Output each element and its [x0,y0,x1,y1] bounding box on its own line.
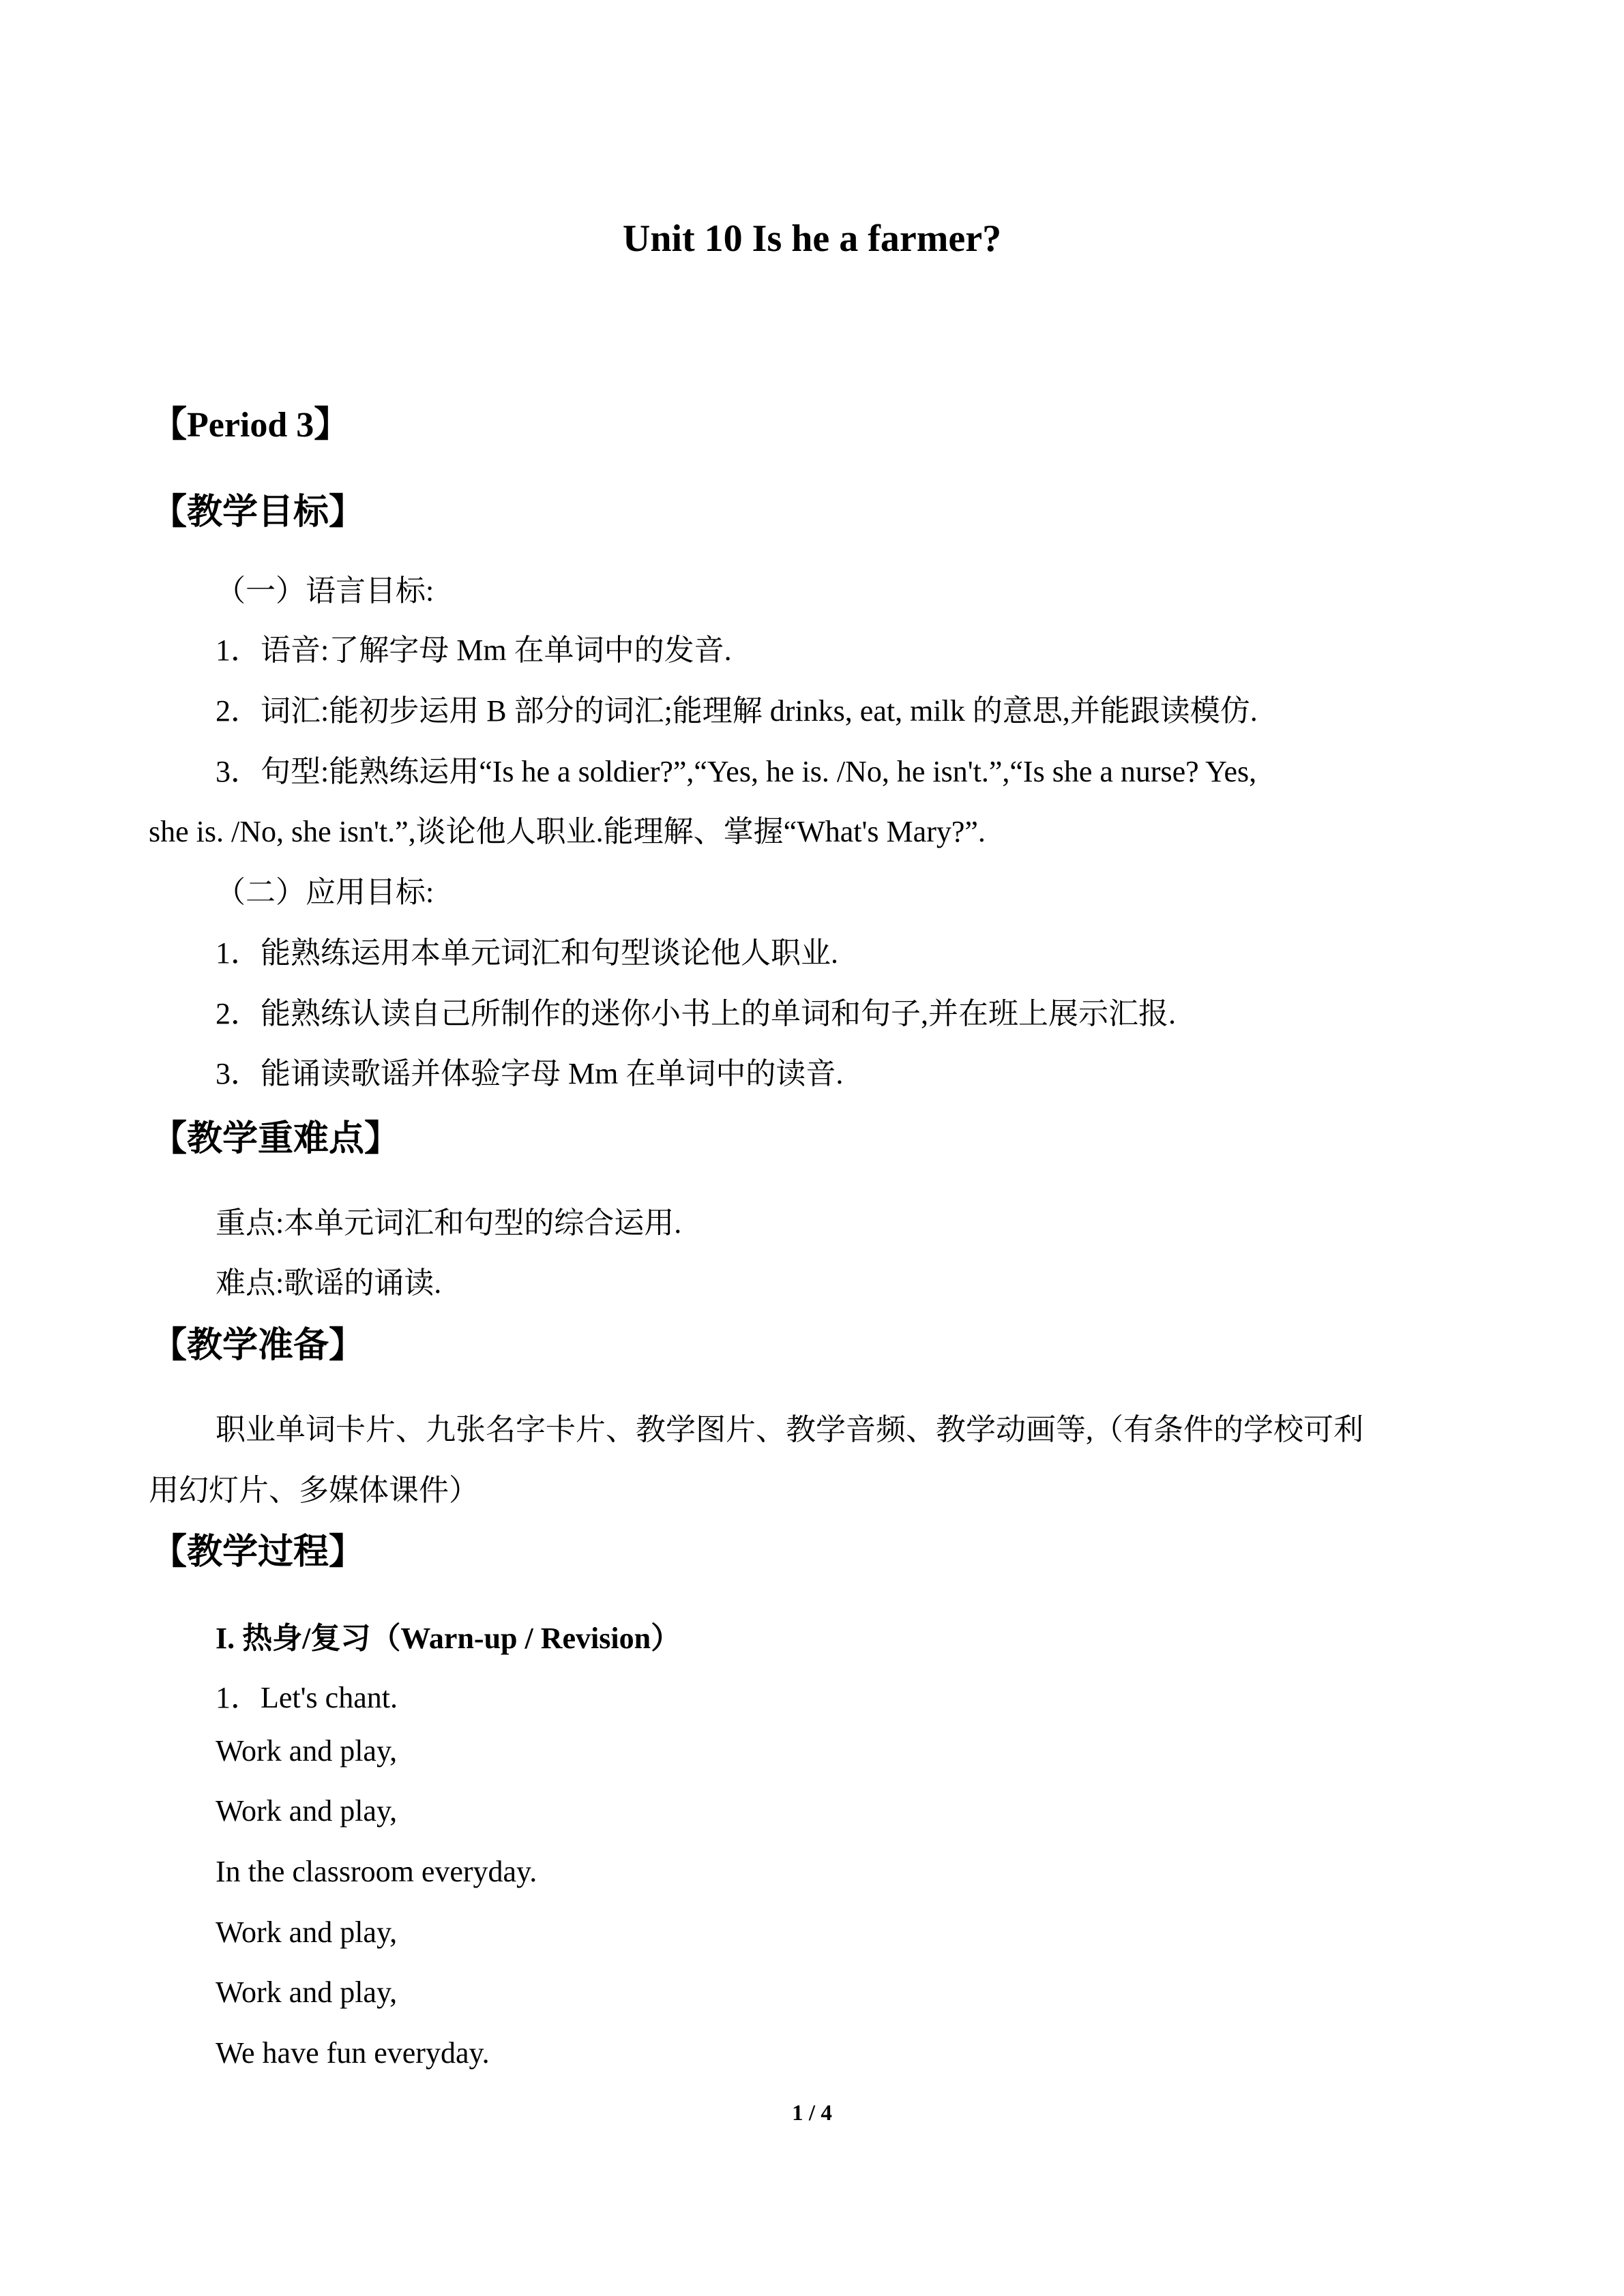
key-point-focus: 重点:本单元词汇和句型的综合运用. [216,1206,682,1240]
preparation-heading: 【教学准备】 [151,1326,365,1365]
application-objective-1: 1．能熟练运用本单元词汇和句型谈论他人职业. [216,936,838,970]
chant-line-5: Work and play, [216,1976,398,2009]
period-heading: 【Period 3】 [151,406,350,445]
chant-line-2: Work and play, [216,1794,398,1828]
page-number: 1 / 4 [792,2101,832,2126]
objective-vocabulary: 2．词汇:能初步运用 B 部分的词汇;能理解 drinks, eat, milk 的意思,并能跟读模仿. [216,694,1258,728]
key-point-difficulty: 难点:歌谣的诵读. [216,1266,442,1300]
application-objectives-heading: （二）应用目标: [216,876,434,909]
objective-sentence-line1: 3．句型:能熟练运用“Is he a soldier?”,“Yes, he is. /No, he isn't.”,“Is she a nurse? Yes, [216,755,1257,788]
process-heading: 【教学过程】 [151,1533,365,1572]
chant-line-6: We have fun everyday. [216,2036,490,2070]
application-objective-2: 2．能熟练认读自己所制作的迷你小书上的单词和句子,并在班上展示汇报. [216,997,1176,1030]
chant-item: 1．Let's chant. [216,1681,398,1714]
chant-line-4: Work and play, [216,1915,398,1949]
chant-line-3: In the classroom everyday. [216,1855,537,1888]
preparation-line1: 职业单词卡片、九张名字卡片、教学图片、教学音频、教学动画等,（有条件的学校可利 [216,1413,1363,1446]
objective-pronunciation: 1．语音:了解字母 Mm 在单词中的发音. [216,633,732,667]
preparation-line2: 用幻灯片、多媒体课件） [149,1474,479,1507]
document-title: Unit 10 Is he a farmer? [622,218,1002,260]
objectives-heading: 【教学目标】 [151,493,365,532]
key-points-heading: 【教学重难点】 [151,1120,400,1159]
objective-sentence-line2: she is. /No, she isn't.”,谈论他人职业.能理解、掌握“What's Mary?”. [149,815,986,848]
chant-line-1: Work and play, [216,1734,398,1768]
warmup-heading: I. 热身/复习（Warn-up / Revision） [216,1622,681,1655]
language-objectives-heading: （一）语言目标: [216,574,434,608]
application-objective-3: 3．能诵读歌谣并体验字母 Mm 在单词中的读音. [216,1057,844,1090]
